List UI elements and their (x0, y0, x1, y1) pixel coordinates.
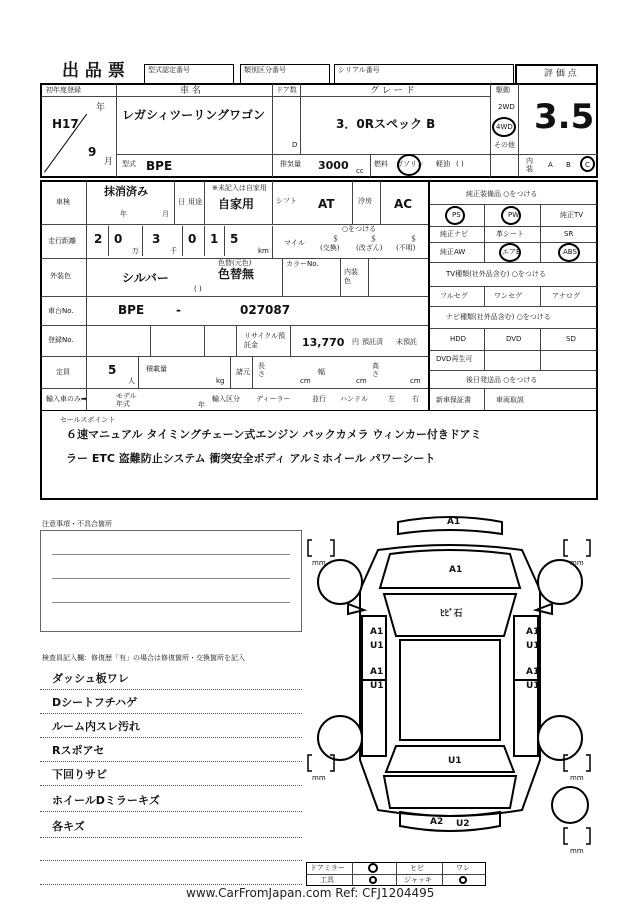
mileage-digit-6: 5 (230, 232, 239, 246)
diagram-front: A1 (447, 517, 461, 527)
equip-tv: 純正TV (560, 211, 584, 219)
mile-label: マイル (284, 239, 305, 247)
notes-title: 注意事項・不具合箇所 (42, 520, 112, 528)
drive-label: 駆動 (496, 86, 510, 94)
grade-score-label: 評 価 点 (544, 69, 577, 79)
shaken-day: 日 (178, 198, 185, 206)
km-unit: km (258, 247, 269, 255)
capacity-value: 5 (108, 363, 117, 377)
interior-a: A (548, 161, 553, 169)
color-paren: ( ) (194, 285, 202, 293)
width-cm: cm (356, 377, 367, 385)
mm-spare: mm (570, 847, 584, 855)
color-change-label: 色替(元色) (218, 259, 252, 267)
mileage-digit-4: 0 (188, 232, 197, 246)
shaken-value: 抹消済み (104, 185, 148, 198)
model-cert-label: 型式認定番号 (148, 66, 190, 74)
fuel-other: ( ) (456, 160, 464, 168)
dims-label: 諸元 (236, 368, 250, 376)
equip-airbag-circle (499, 243, 521, 262)
dvd-playback: DVD再生可 (436, 355, 473, 363)
equip-pw: PW (508, 211, 520, 219)
note-item-6: ホイールDミラーキズ (52, 794, 160, 807)
drive-4wd-circle (492, 117, 516, 137)
cc-unit: cc (356, 167, 364, 175)
diagram-rear-u: U2 (456, 819, 470, 829)
drive-4wd: 4WD (496, 123, 513, 131)
chassis-label: 車台No. (48, 307, 74, 315)
notes-box (40, 530, 302, 632)
month-unit: 月 (104, 157, 114, 167)
legend-crack: ヒビ (410, 864, 424, 872)
doors-label: ドア数 (276, 86, 297, 94)
model-label: 型式 (122, 160, 136, 168)
mileage-digit-5: 1 (210, 232, 219, 246)
model-year-label: モデル年式 (116, 392, 137, 408)
diagram-left-front-u: U1 (370, 641, 384, 651)
handle-label: ハンドル (340, 395, 368, 403)
meter-circle-note: ○をつける (342, 225, 377, 233)
capacity-label: 定員 (56, 368, 70, 376)
recycle-done: 預託済 (362, 338, 383, 346)
load-label: 積載量 (146, 365, 167, 373)
import-label: 輸入車のみ➡ (46, 395, 87, 403)
mm-front-right: mm (570, 559, 584, 567)
interior-c: C (585, 161, 590, 169)
sales-points-line-2: ラー ETC 盗難防止システム 衝突安全ボディ アルミホイール パワーシート (66, 452, 436, 465)
drive-2wd: 2WD (498, 103, 515, 111)
watermark: www.CarFromJapan.com Ref: CFJ1204495 (186, 886, 435, 900)
interior-b: B (566, 161, 571, 169)
first-reg-year: H17 (52, 117, 79, 131)
capacity-unit: 人 (128, 377, 135, 385)
shaken-month: 月 (162, 210, 169, 218)
fuel-gasoline-circle (397, 154, 421, 176)
equip-airbag: エアB (502, 248, 521, 256)
meter-label-1: (交換) (320, 244, 340, 252)
equip-aw: 純正AW (440, 248, 466, 256)
note-item-2: Dシートフチハゲ (52, 696, 138, 709)
navi-title: ナビ種類(社外品含む) ○をつける (446, 313, 551, 321)
sen-unit: 千 (170, 247, 177, 255)
diagram-rear-a: A2 (430, 817, 444, 827)
shaken-label: 車検 (56, 198, 70, 206)
color-value: シルバー (122, 271, 169, 285)
fuel-label: 燃料 (374, 160, 388, 168)
meter-opt-3: ＄ (410, 235, 417, 243)
later-title: 後日発送品 ○をつける (466, 376, 538, 384)
note-item-3: ルーム内スレ汚れ (52, 720, 140, 733)
meter-label-3: (不明) (396, 244, 416, 252)
recycle-label: リサイクル預託金 (244, 332, 286, 349)
note-item-7: 各キズ (52, 820, 85, 833)
color-label: 外装色 (50, 272, 71, 280)
equip-abs-circle (558, 243, 580, 262)
car-name: レガシィツーリングワゴン (122, 108, 266, 122)
diagram-hood: A1 (449, 565, 463, 575)
tv-title: TV種類(社外品含む) ○をつける (446, 270, 546, 278)
usage-note: ※未記入は自家用 (212, 184, 267, 192)
equip-sr: SR (564, 230, 574, 238)
diagram-left-front-a: A1 (370, 627, 384, 637)
drive-other: その他 (494, 141, 515, 149)
meter-opt-1: ＄ (332, 235, 339, 243)
diagram-left-rear-u: U1 (370, 681, 384, 691)
interior-c-circle (580, 156, 595, 172)
chassis-prefix: BPE (118, 303, 145, 317)
car-damage-diagram (300, 510, 600, 855)
ac-label: 冷房 (358, 197, 372, 205)
diagram-left-rear-a: A1 (370, 667, 384, 677)
colorno-label: カラーNo. (286, 260, 319, 268)
class-label: 類別区分番号 (244, 66, 286, 74)
first-reg-month: 9 (88, 145, 97, 159)
load-unit: kg (216, 377, 225, 385)
model-value: BPE (146, 159, 173, 173)
recycle-unit: 円 (352, 338, 359, 346)
mileage-digit-2: 0 (114, 232, 123, 246)
mileage-digit-1: 2 (94, 232, 103, 246)
length-label: 長さ (258, 362, 265, 378)
grade-label: グ レ ー ド (370, 86, 415, 96)
later-warranty: 新車保証書 (436, 396, 471, 404)
tv-oneseg: ワンセグ (494, 292, 522, 300)
displacement-label: 排気量 (280, 160, 301, 168)
height-label: 高さ (372, 362, 379, 378)
equip-leather: 革シート (496, 230, 524, 238)
recycle-not: 未預託 (396, 338, 417, 346)
tv-fullseg: フルセグ (440, 292, 468, 300)
color-change-value: 色替無 (218, 267, 255, 281)
equip-ps: PS (452, 211, 461, 219)
diagram-right-front-u: U1 (526, 641, 540, 651)
import-class-label: 輸入区分 (212, 395, 240, 403)
note-item-5: 下回りサビ (52, 768, 107, 781)
note-item-1: ダッシュ板ワレ (52, 672, 129, 685)
handle-right: 右 (412, 395, 419, 403)
parallel-option: 並行 (312, 395, 326, 403)
shift-label: シフト (276, 197, 297, 205)
inspector-title: 検査員記入欄：修復歴「有」の場合は修復箇所・交換箇所を記入 (42, 654, 245, 662)
mileage-digit-3: 3 (152, 232, 161, 246)
diagram-right-rear-u: U1 (526, 681, 540, 691)
interior-label: 内装 (526, 157, 533, 173)
legend-break: ワレ (456, 864, 470, 872)
car-name-label: 車 名 (180, 86, 201, 96)
mm-rear-right: mm (570, 774, 584, 782)
mm-rear-left: mm (312, 774, 326, 782)
tv-analog: アナログ (552, 292, 580, 300)
sales-points-line-1: ６速マニュアル タイミングチェーン式エンジン バックカメラ ウィンカー付きドアミ (66, 428, 482, 441)
diagram-windshield: ﾋﾋﾞ石 (440, 609, 463, 619)
diagram-right-rear-a: A1 (526, 667, 540, 677)
chassis-dash: - (176, 303, 181, 317)
equip-navi: 純正ナビ (440, 230, 468, 238)
dealer-option: ディーラー (256, 395, 291, 403)
form-title: 出 品 票 (62, 61, 125, 81)
later-manual: 車両取説 (496, 396, 524, 404)
length-cm: cm (300, 377, 311, 385)
navi-dvd: DVD (506, 335, 522, 343)
meter-opt-2: ＄ (370, 235, 377, 243)
height-cm: cm (410, 377, 421, 385)
legend-tools-mark (369, 876, 377, 884)
legend-jack-mark (459, 876, 467, 884)
equip-pw-circle (501, 206, 521, 225)
equip-abs: ABS (563, 248, 577, 256)
meter-label-2: (改ざん) (356, 244, 383, 252)
doors-d: D (292, 141, 298, 149)
first-reg-label: 初年度登録 (46, 86, 81, 94)
displacement-value: 3000 (318, 159, 349, 172)
legend-tools: 工具 (320, 876, 334, 884)
handle-left: 左 (388, 395, 395, 403)
mileage-label: 走行距離 (48, 237, 76, 245)
width-label: 幅 (318, 368, 325, 376)
interior-color-label: 内装色 (344, 268, 358, 285)
score-value: 3.5 (534, 97, 595, 137)
shift-value: AT (318, 197, 335, 211)
note-item-4: Rスポアセ (52, 744, 105, 757)
diagram-rear-glass: U1 (448, 756, 462, 766)
sales-points-label: セールスポイント (60, 416, 116, 424)
model-year-unit: 年 (198, 401, 205, 409)
diagram-right-front-a: A1 (526, 627, 540, 637)
equipment-title: 純正装備品 ○をつける (466, 190, 538, 198)
legend-mirror: ドアミラー (310, 864, 345, 872)
legend-jack: ジャッキ (404, 876, 432, 884)
navi-sd: SD (566, 335, 576, 343)
ac-value: AC (394, 197, 413, 211)
usage-label: 用途 (188, 198, 202, 206)
fuel-gasoline: ガソリン (396, 160, 424, 168)
reg-label: 登録No. (48, 336, 74, 344)
navi-hdd: HDD (450, 335, 467, 343)
man-unit: 万 (132, 247, 139, 255)
usage-value: 自家用 (218, 197, 255, 211)
legend-mirror-mark (368, 863, 378, 873)
recycle-value: 13,770 (302, 336, 345, 349)
equip-ps-circle (445, 206, 465, 225)
fuel-diesel: 軽油 (436, 160, 450, 168)
score-box (515, 64, 598, 84)
shaken-year: 年 (120, 210, 127, 218)
grade-value: 3．0Rスペック B (336, 117, 436, 131)
mm-front-left: mm (312, 559, 326, 567)
serial-label: シリアル番号 (338, 66, 380, 74)
year-unit: 年 (96, 103, 106, 113)
chassis-number: 027087 (240, 303, 291, 317)
